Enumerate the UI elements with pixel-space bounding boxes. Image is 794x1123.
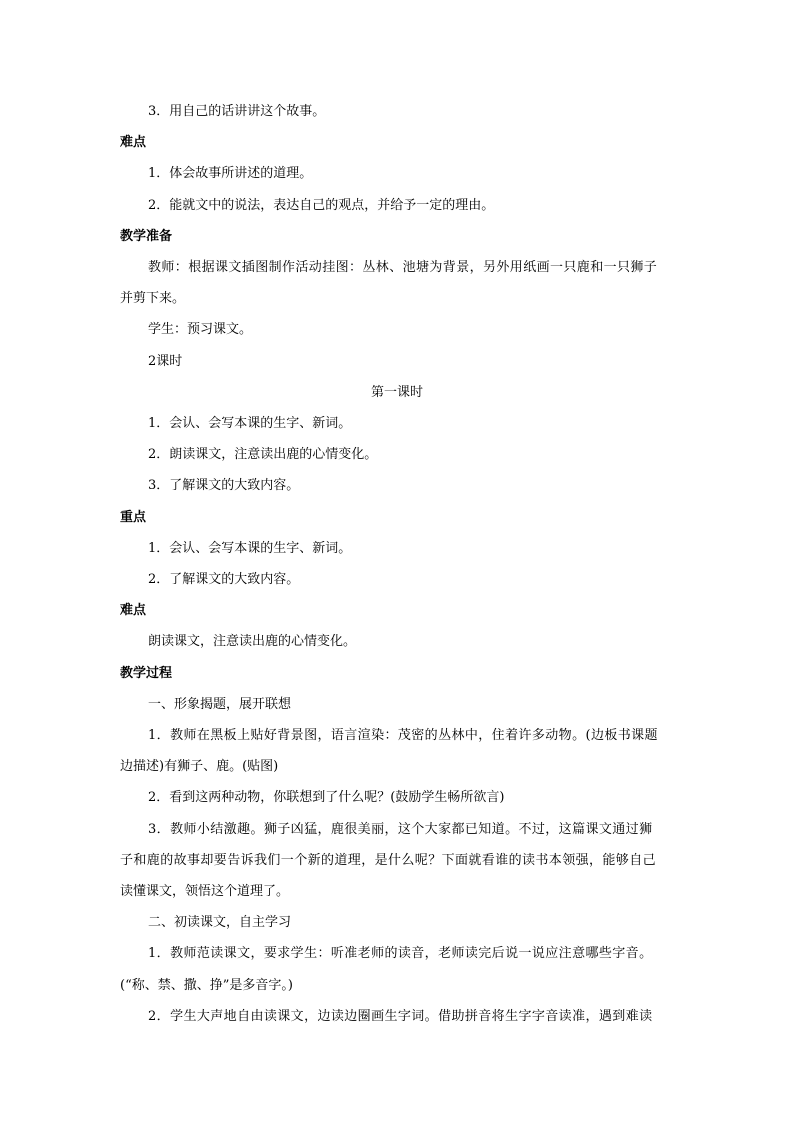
preparation-student: 学生：预习课文。 [148, 322, 253, 337]
lesson-objective-3: 3．了解课文的大致内容。 [148, 478, 300, 493]
step-two-1-cont: (“称、禁、撒、挣”是多音字。) [120, 978, 293, 993]
step-one-2: 2．看到这两种动物，你联想到了什么呢？(鼓励学生畅所欲言) [148, 790, 505, 805]
preparation-teacher: 教师：根据课文插图制作活动挂图：丛林、池塘为背景，另外用纸画一只鹿和一只狮子 [148, 260, 658, 275]
step-one-3: 3．教师小结激趣。狮子凶猛，鹿很美丽，这个大家都已知道。不过，这篇课文通过狮 [148, 822, 653, 837]
class-hours: 2课时 [148, 354, 183, 369]
heading-teaching-process: 教学过程 [120, 666, 173, 681]
step-two-1: 1．教师范读课文，要求学生：听准老师的读音，老师读完后说一说应注意哪些字音。 [148, 946, 653, 961]
step-one-3-end: 读懂课文，领悟这个道理了。 [120, 884, 290, 899]
key-point-2: 2．了解课文的大致内容。 [148, 572, 300, 587]
objective-3: 3．用自己的话讲讲这个故事。 [148, 104, 326, 119]
heading-difficulty-2: 难点 [120, 603, 147, 618]
heading-difficulty: 难点 [120, 135, 147, 150]
step-one-title: 一、形象揭题，展开联想 [148, 697, 292, 712]
key-point-1: 1．会认、会写本课的生字、新词。 [148, 541, 352, 556]
preparation-teacher-cont: 并剪下来。 [120, 291, 186, 306]
lesson-objective-1: 1．会认、会写本课的生字、新词。 [148, 416, 352, 431]
step-one-1-cont: 边描述)有狮子、鹿。(贴图) [120, 759, 279, 774]
lesson-objective-2: 2．朗读课文，注意读出鹿的心情变化。 [148, 447, 378, 462]
heading-preparation: 教学准备 [120, 229, 173, 244]
difficulty-2: 2．能就文中的说法，表达自己的观点，并给予一定的理由。 [148, 198, 495, 213]
section-title-first-lesson: 第一课时 [370, 385, 423, 400]
step-one-3-cont: 子和鹿的故事却要告诉我们一个新的道理，是什么呢？下面就看谁的读书本领强，能够自己 [120, 853, 657, 868]
difficulty-lesson: 朗读课文，注意读出鹿的心情变化。 [148, 634, 357, 649]
step-two-title: 二、初读课文，自主学习 [148, 915, 292, 930]
difficulty-1: 1．体会故事所讲述的道理。 [148, 166, 313, 181]
step-two-2: 2．学生大声地自由读课文，边读边圈画生字词。借助拼音将生字字音读准，遇到难读 [148, 1009, 653, 1024]
step-one-1: 1．教师在黑板上贴好背景图，语言渲染：茂密的丛林中，住着许多动物。(边板书课题 [148, 728, 658, 743]
heading-key-points: 重点 [120, 510, 147, 525]
